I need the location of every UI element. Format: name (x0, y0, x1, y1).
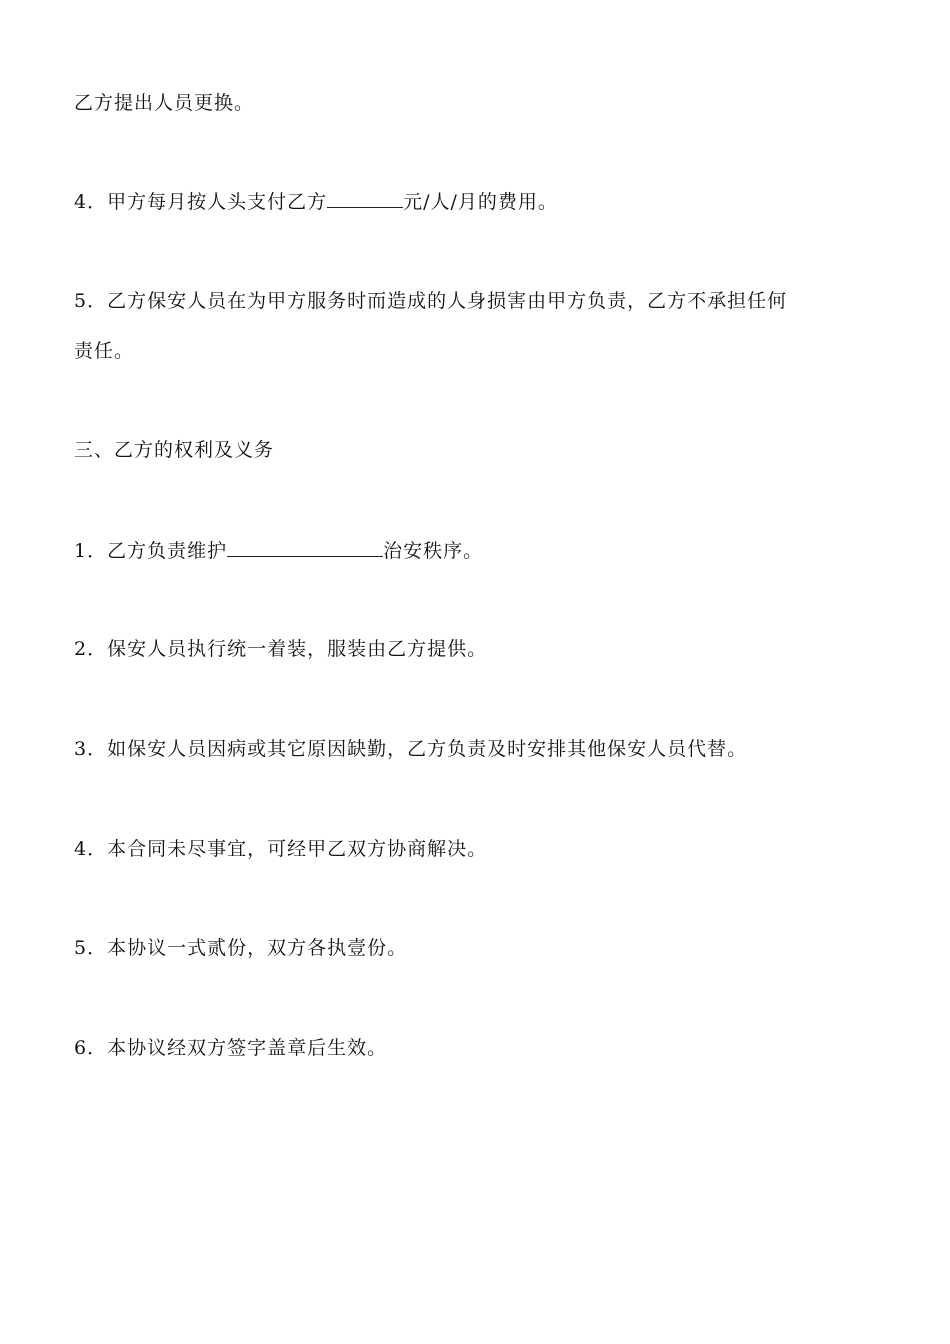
line-text: 5．本协议一式贰份，双方各执壹份。 (74, 937, 408, 959)
section-heading (74, 438, 884, 462)
clause-prefix: 4．甲方每月按人头支付乙方 (74, 191, 328, 213)
paragraph-line (74, 837, 884, 861)
line-text: 责任。 (74, 340, 135, 362)
paragraph-line (74, 637, 884, 661)
line-text: 3．如保安人员因病或其它原因缺勤，乙方负责及时安排其他保安人员代替。 (74, 738, 748, 760)
paragraph-line (74, 339, 884, 363)
fill-in-blank-location (227, 538, 383, 557)
line-text: 4．本合同未尽事宜，可经甲乙双方协商解决。 (74, 838, 488, 860)
clause-suffix: 元/人/月的费用。 (403, 191, 558, 213)
line-text: 2．保安人员执行统一着装，服装由乙方提供。 (74, 638, 488, 660)
heading-text: 三、乙方的权利及义务 (74, 439, 275, 461)
paragraph-line (74, 936, 884, 960)
maintenance-clause (74, 538, 884, 563)
paragraph-line (74, 737, 884, 761)
line-text: 6．本协议经双方签字盖章后生效。 (74, 1037, 388, 1059)
fill-in-blank-amount (327, 189, 403, 208)
payment-clause (74, 189, 884, 214)
line-text: 5．乙方保安人员在为甲方服务时而造成的人身损害由甲方负责，乙方不承担任何 (74, 290, 788, 312)
clause-suffix: 治安秩序。 (383, 540, 484, 562)
paragraph-line (74, 289, 884, 313)
line-text: 乙方提出人员更换。 (74, 92, 255, 114)
paragraph-line (74, 1036, 884, 1060)
paragraph-line (74, 91, 884, 115)
clause-prefix: 1．乙方负责维护 (74, 540, 228, 562)
